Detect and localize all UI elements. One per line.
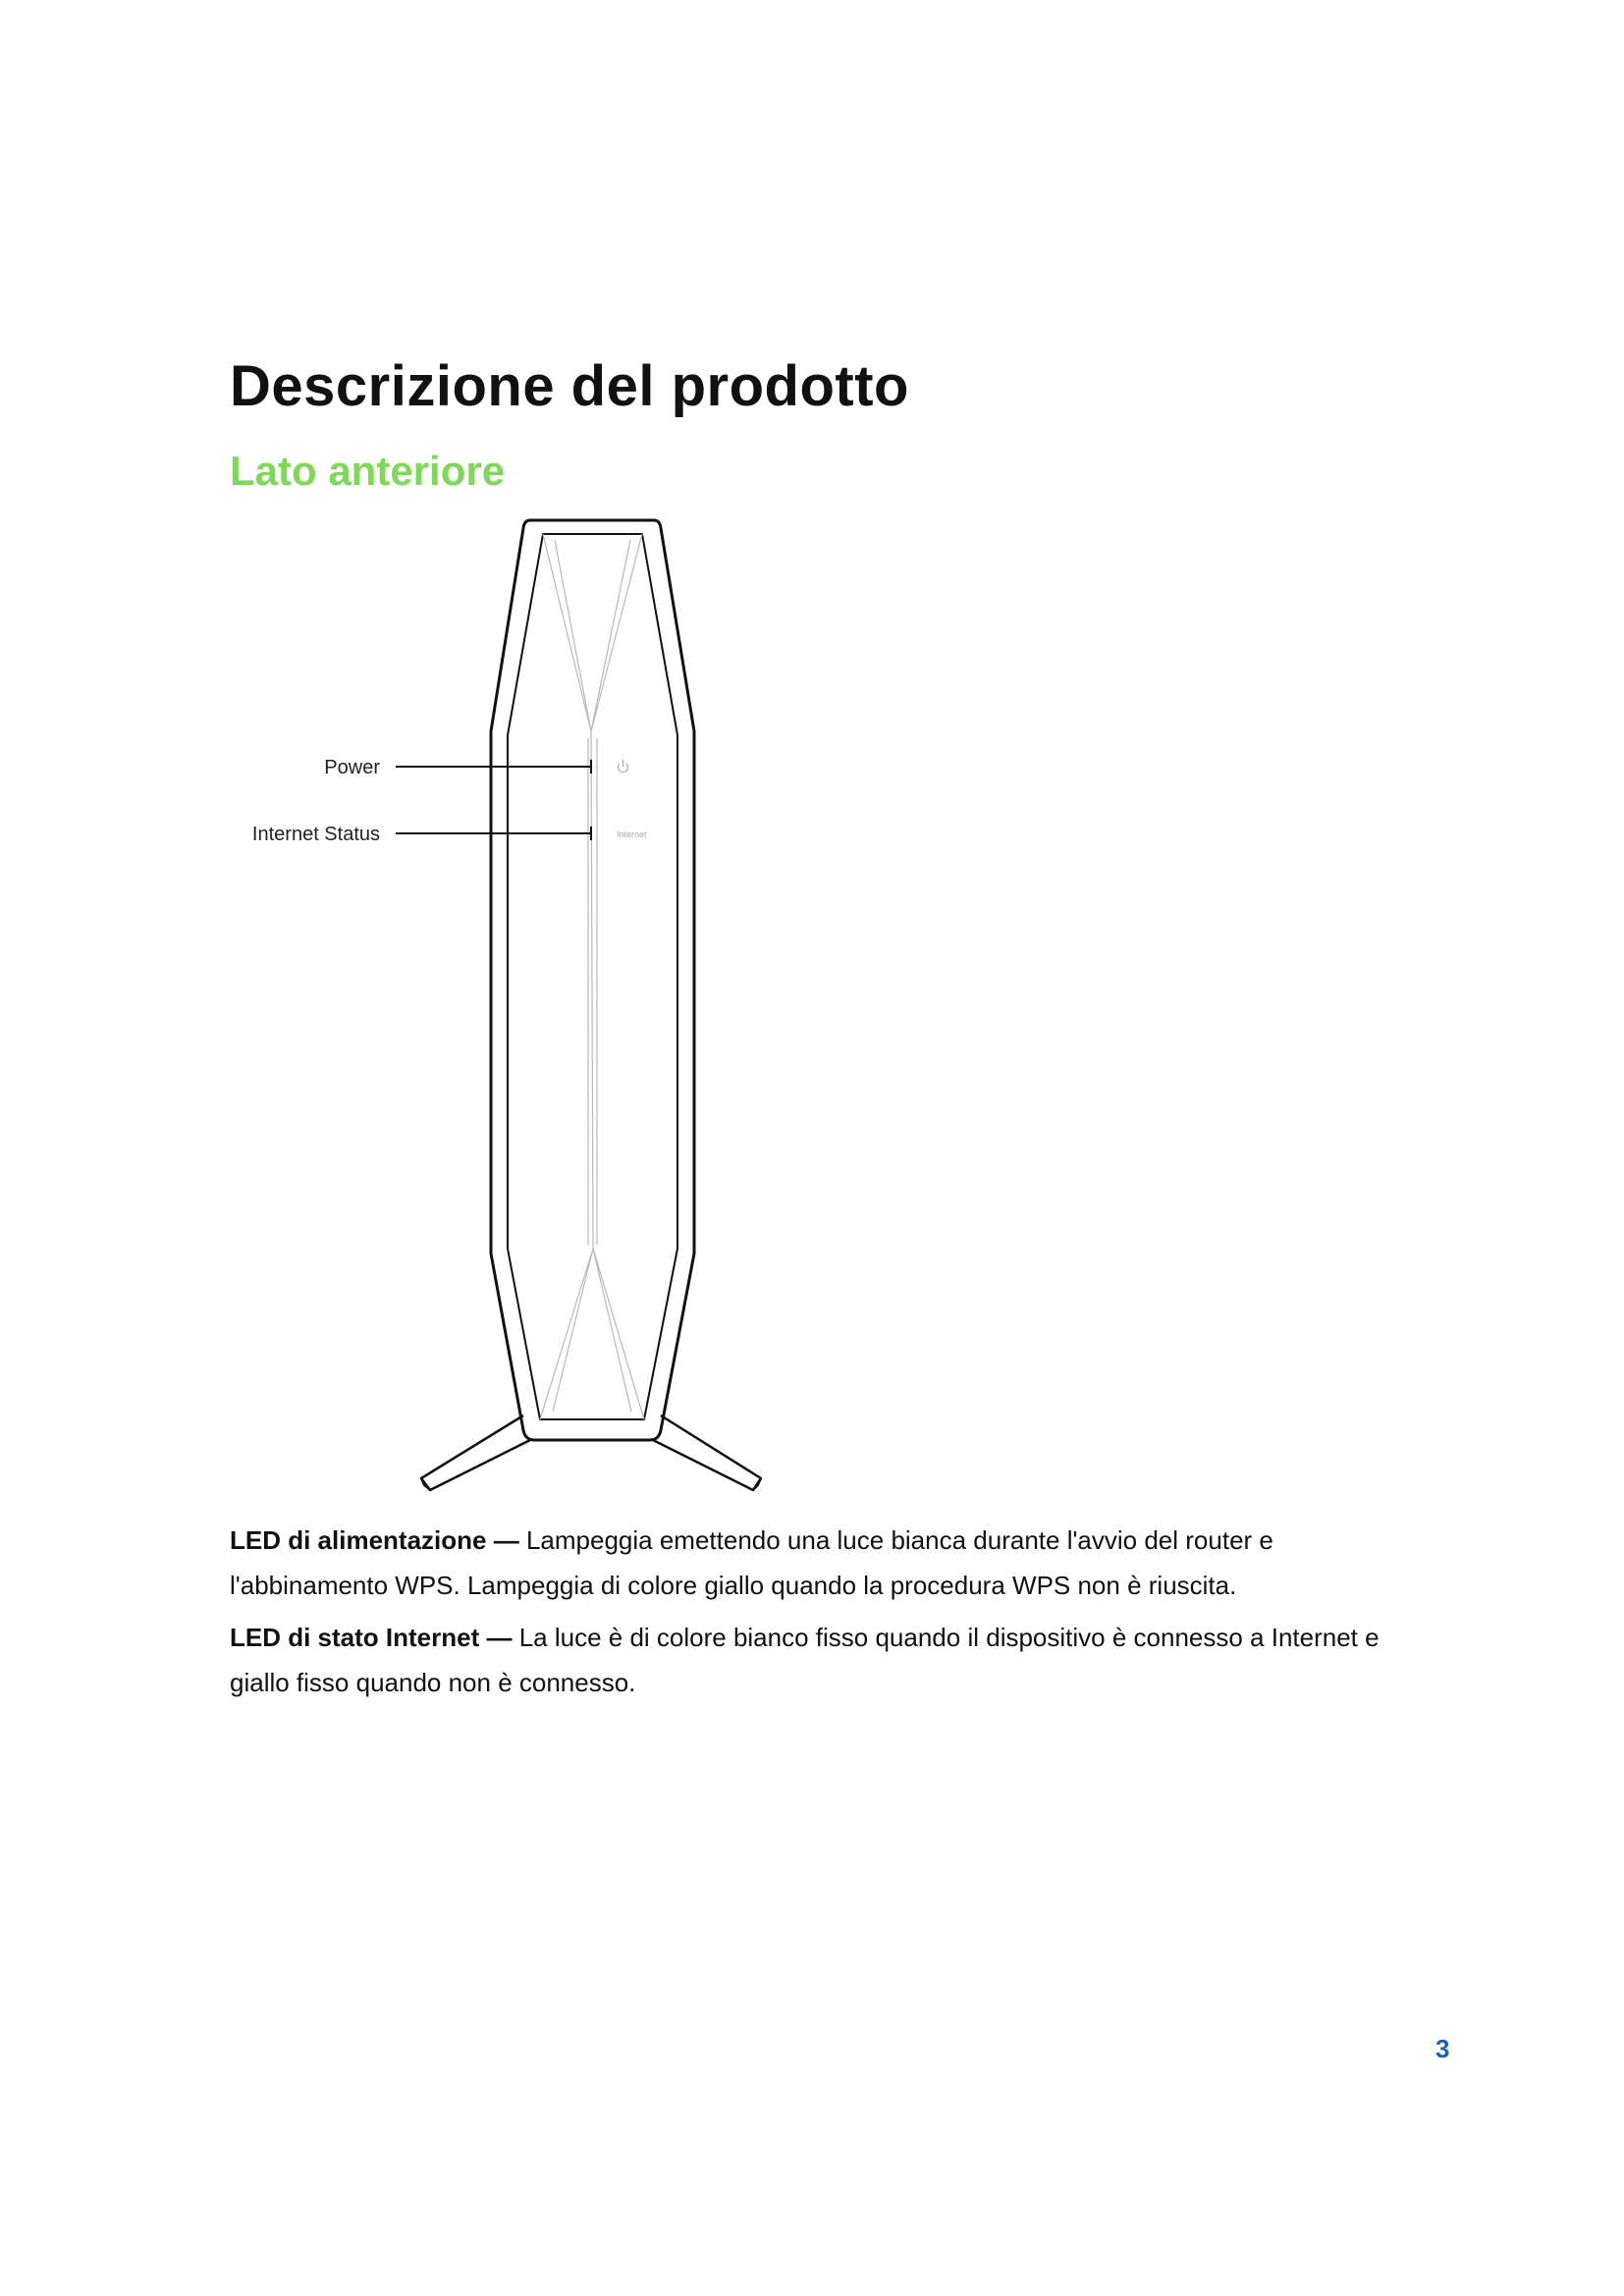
stand-left [421, 1415, 532, 1490]
separator: — [479, 1623, 519, 1652]
facet-lines-bottom [540, 1249, 644, 1419]
page-number: 3 [1435, 2034, 1450, 2063]
description-text: Lampeggia emettendo una luce bianca durante l'avvio del router e l'abbinamento WPS. Lampeggia di colore giallo quando la procedura WPS non è riuscita. [230, 1525, 1273, 1600]
separator: — [486, 1525, 526, 1555]
router-front-diagram [226, 510, 776, 1502]
callout-power: Power [324, 757, 380, 778]
facet-lines-top [543, 534, 642, 1249]
section-title: Lato anteriore [230, 448, 506, 494]
led-power-description [230, 1518, 1437, 1608]
device-internet-label: Internet [617, 829, 647, 839]
page-title: Descrizione del prodotto [230, 354, 909, 418]
term-led-internet: LED di stato Internet [230, 1623, 480, 1652]
term-led-power: LED di alimentazione [230, 1525, 487, 1555]
description-text: La luce è di colore bianco fisso quando il dispositivo è connesso a Internet e giallo fisso quando non è connesso. [230, 1623, 1380, 1697]
led-internet-description [230, 1615, 1437, 1705]
stand-right [651, 1415, 761, 1490]
power-icon [619, 760, 628, 773]
callout-internet-status: Internet Status [251, 824, 380, 845]
